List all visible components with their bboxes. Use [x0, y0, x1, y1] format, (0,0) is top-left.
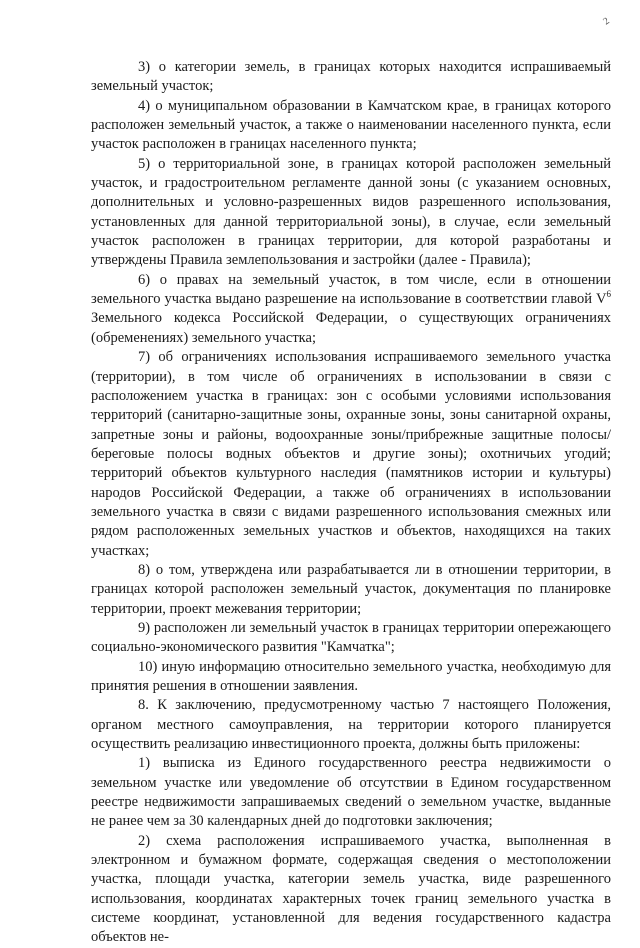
paragraph-item-10: 10) иную информацию относительно земельного участка, необходимую для принятия решения в отношении заявления.	[91, 658, 611, 694]
paragraph-item-8: 8) о том, утверждена или разрабатывается ли в отношении территории, в границах которой расположен земельный участок, документация по планировке территории, проект межевания территории;	[91, 561, 611, 617]
paragraph-item-7: 7) об ограничениях использования испрашиваемого земельного участка (территории), в том числе об ограничениях в использовании в связи с расположением участка в границах: зон с особыми условиями использования территорий (санитарно-защитные зоны, охранные зоны, зоны санитарной охраны, запретные зоны и районы, водоохранные зоны/прибрежные защитные полосы/береговые полосы водных объектов и другие зоны); охотничьих угодий; территорий объектов культурного наследия (памятников истории и культуры) народов Российской Федерации, а также об ограничениях в использовании земельного участка в связи с видами разрешенного использования смежных или рядом расположенных земельных участков и объектов, находящихся на таких участках;	[91, 349, 611, 559]
paragraph-section-8: 8. К заключению, предусмотренному частью 7 настоящего Положения, органом местного самоуправления, на территории которого планируется осуществить реализацию инвестиционного проекта, должны быть приложены:	[91, 697, 611, 753]
paragraph-attachment-1: 1) выписка из Единого государственного реестра недвижимости о земельном участке или уведомление об отсутствии в Едином государственном реестре недвижимости запрашиваемых сведений о земельном участке, выданные не ранее чем за 30 календарных дней до подготовки заключения;	[91, 755, 611, 830]
paragraph-item-4: 4) о муниципальном образовании в Камчатском крае, в границах которого расположен земельный участок, а также о наименовании населенного пункта, если участок расположен в границах населенного пункта;	[91, 97, 611, 153]
page-corner-mark: 2	[601, 15, 612, 28]
paragraph-attachment-2: 2) схема расположения испрашиваемого участка, выполненная в электронном и бумажном формате, содержащая сведения о местоположении участка, площади участка, категории земель участка, виде разрешенного использования, координатах характерных точек границ земельного участка в системе координат, установленной для ведения государственного кадастра объектов не-	[91, 832, 611, 946]
paragraph-item-9: 9) расположен ли земельный участок в границах территории опережающего социально-экономического развития "Камчатка";	[91, 619, 611, 656]
document-body	[91, 58, 611, 948]
paragraph-item-6: 6) о правах на земельный участок, в том числе, если в отношении земельного участка выдано разрешение на использование в соответствии главой V$^6$ Земельного кодекса Российской Федерации, о существующих ограничениях (обременениях) земельного участка;	[91, 271, 611, 346]
paragraph-item-3: 3) о категории земель, в границах которых находится испрашиваемый земельный участок;	[91, 59, 611, 95]
chapter-superscript: 6	[606, 289, 611, 300]
paragraph-item-5: 5) о территориальной зоне, в границах которой расположен земельный участок, и градостроительном регламенте данной зоны (с указанием основных, дополнительных и условно-разрешенных видов разрешенного использования, установленных для данной территориальной зоны), в случае, если земельный участок расположен в границах территории, для которой разработаны и утверждены Правила землепользования и застройки (далее - Правила);	[91, 155, 611, 269]
